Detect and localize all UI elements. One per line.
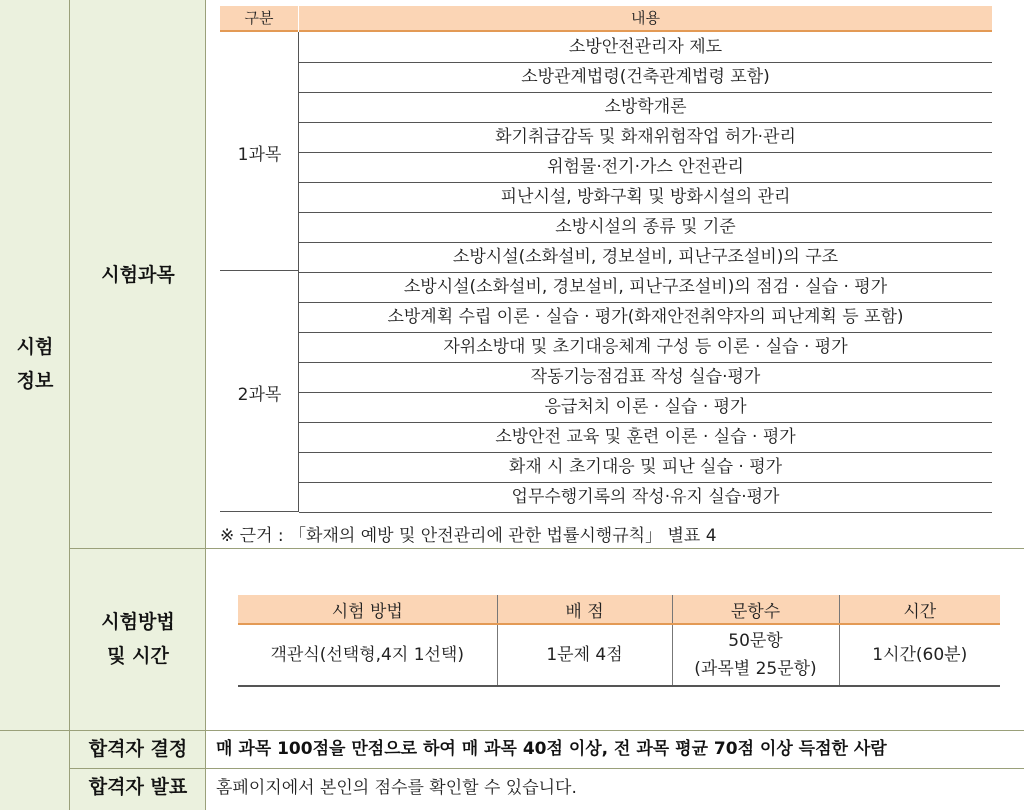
subject-row: 소방관계법령(건축관계법령 포함) [299, 62, 992, 93]
count-line: (과목별 25문항) [694, 659, 817, 679]
subject-row: 화기취급감독 및 화재위험작업 허가·관리 [299, 122, 992, 153]
subject-group-1: 1과목 [237, 145, 282, 165]
method-cell: 객관식(선택형,4지 1선택) [238, 624, 497, 686]
method-table-row [238, 624, 1000, 686]
category-label-column [70, 0, 206, 810]
section-label-line: 시험 [16, 336, 54, 358]
subject-row: 업무수행기록의 작성·유지 실습·평가 [299, 482, 992, 513]
subjects-header-content: 내용 [299, 6, 992, 32]
method-table [238, 595, 1000, 687]
time-cell: 1시간(60분) [839, 624, 1000, 686]
subject-row: 작동기능점검표 작성 실습·평가 [299, 362, 992, 393]
subject-row: 소방시설(소화설비, 경보설비, 피난구조설비)의 구조 [299, 242, 992, 273]
section-label-line: 정보 [16, 370, 54, 392]
pass-announce-text: 홈페이지에서 본인의 점수를 확인할 수 있습니다. [216, 778, 577, 798]
count-line: 50문항 [728, 631, 783, 651]
score-header: 배 점 [497, 595, 672, 624]
subject-row: 소방시설의 종류 및 기준 [299, 212, 992, 243]
method-label-line: 및 시간 [107, 645, 169, 667]
subject-row: 위험물·전기·가스 안전관리 [299, 152, 992, 183]
method-table-header [238, 595, 1000, 624]
subject-row: 자위소방대 및 초기대응체계 구성 등 이론 · 실습 · 평가 [299, 332, 992, 363]
subject-group-divider [220, 511, 299, 512]
method-header: 시험 방법 [238, 595, 497, 624]
subjects-label: 시험과목 [101, 264, 175, 286]
subject-group-2: 2과목 [237, 385, 282, 405]
time-header: 시간 [839, 595, 1000, 624]
section-divider [70, 768, 1024, 769]
subject-row: 소방시설(소화설비, 경보설비, 피난구조설비)의 점검 · 실습 · 평가 [299, 272, 992, 303]
pass-decision-label: 합격자 결정 [88, 738, 188, 760]
column-divider [205, 0, 206, 810]
subject-row: 소방안전관리자 제도 [299, 32, 992, 63]
section-label-column [0, 0, 70, 810]
subject-row: 소방안전 교육 및 훈련 이론 · 실습 · 평가 [299, 422, 992, 453]
subject-row: 피난시설, 방화구획 및 방화시설의 관리 [299, 182, 992, 213]
legal-basis-note: ※ 근거 : 「화재의 예방 및 안전관리에 관한 법률시행규칙」 별표 4 [220, 526, 717, 546]
pass-announce-label: 합격자 발표 [88, 776, 188, 798]
count-header: 문항수 [672, 595, 839, 624]
count-cell [672, 624, 839, 686]
section-label [0, 330, 70, 398]
score-cell: 1문제 4점 [497, 624, 672, 686]
column-divider [69, 0, 70, 810]
subject-row: 화재 시 초기대응 및 피난 실습 · 평가 [299, 452, 992, 483]
pass-decision-text: 매 과목 100점을 만점으로 하여 매 과목 40점 이상, 전 과목 평균 70점 이상 득점한 사람 [216, 739, 887, 759]
subject-row: 소방계획 수립 이론 · 실습 · 평가(화재안전취약자의 피난계획 등 포함) [299, 302, 992, 333]
method-label-line: 시험방법 [101, 611, 175, 633]
subject-group-divider [220, 270, 299, 271]
subject-row: 소방학개론 [299, 92, 992, 123]
subjects-header-category: 구분 [220, 6, 298, 32]
subject-row: 응급처치 이론 · 실습 · 평가 [299, 392, 992, 423]
method-label [70, 605, 206, 673]
